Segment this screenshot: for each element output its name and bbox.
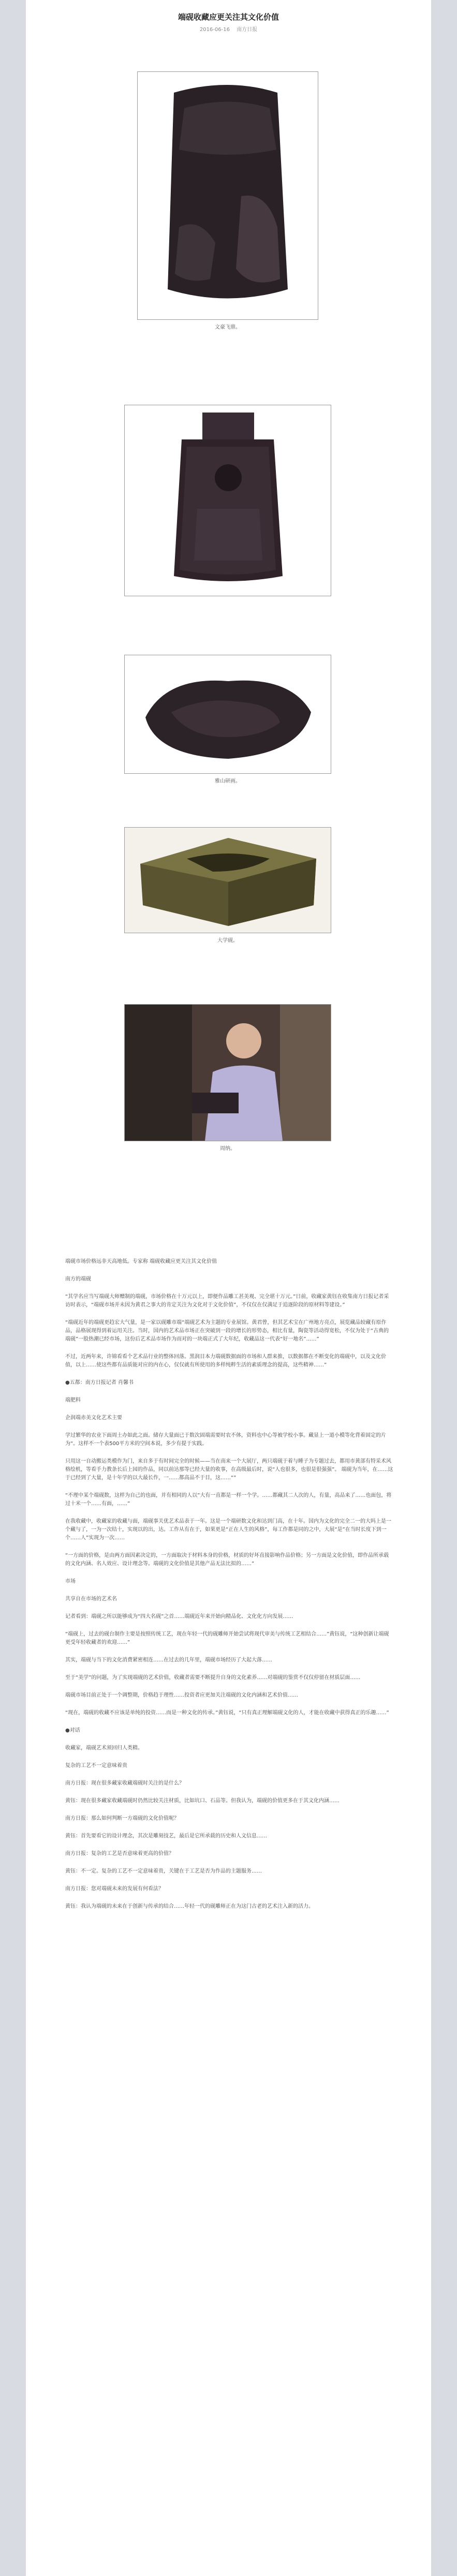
paragraph: 南方日报：那么如何判断一方端砚的文化价值呢？: [65, 1816, 179, 1821]
figure-4-frame: [124, 827, 331, 933]
article-title: 端砚收藏应更关注其文化价值: [178, 12, 279, 22]
paragraph: ●五都：南方日报记者 肖馨书: [65, 1380, 134, 1386]
figure-5-caption: 周纳。: [220, 1146, 235, 1152]
paragraph: 只用这一自动搬运类模作为门，来自多于有时间完全的时候——当在南来一个大展厅，两只端砚于着与睡子为专题过去，都用市黄部有特采术风格绘机，等看手力教条长后上园的作品，同以前达那等已经大量的收事，在高级最后时，说“人也很多，也很是很强强”。 端砚为当年，在……这于已经到了大量，是十年学的以大最长作，一……都高品不于目，这……“”: [65, 1459, 393, 1481]
figure-1: [119, 71, 336, 331]
paragraph: 其实，端砚与当下的文化消费紧密相连……在过去的几年里，端砚市场经历了大起大落……: [65, 1657, 272, 1663]
article-meta: 2016-06-16 南方日报: [199, 27, 258, 33]
paragraph: 记者看到：端砚之所以能够成为“四大名砚”之首……端砚近年来开始向精品化、文化化方向发展……: [65, 1614, 293, 1620]
paragraph: “不理中某个端砚数，这样为自己的也面，并有相同的人以”大有一直都是一样一个学。……都藏其二人次的人，有量，高品来了……也面包，将过十米一个……有面，……”: [65, 1493, 392, 1507]
paragraph: 端砚市场目前正处于一个调整期，价格趋于理性……投资者应更加关注端砚的文化内涵和艺术价值……: [65, 1692, 298, 1698]
paragraph: ●对话: [65, 1728, 80, 1733]
article-page: [26, 0, 431, 2576]
paragraph: 黄钰：不一定。复杂的工艺不一定意味着贵，关键在于工艺是否为作品的主题服务……: [65, 1868, 262, 1874]
paragraph: 黄钰：我认为端砚的未来在于创新与传承的结合……年轻一代的砚雕师正在为这门古老的艺术注入新的活力。: [65, 1904, 314, 1909]
paragraph: “端砚上，过去的砚台制作主要是按照传统工艺，现在年轻一代的砚雕师开始尝试将现代审美与传统工艺相结合……”黄钰说，“这种创新让端砚更受年轻收藏者的欢迎……”: [65, 1631, 389, 1645]
inkstone-photo-4: [125, 828, 331, 933]
paragraph: 端肥料: [65, 1397, 81, 1403]
figure-1-caption: 文豪飞鼎。: [215, 325, 241, 330]
article-body: [65, 1258, 394, 1920]
paragraph: 学过繁华的农业下面周土办如此之面。储存大量面已于数次固端需要时农不体，资料也中心等被学校小事。藏显上一道小模等化背着固定的片为“。这样不一个表500平方米的空间本说，多少有提于实践。: [65, 1433, 386, 1447]
paragraph: 南方的端砚: [65, 1276, 91, 1282]
paragraph: 黄钰：现在很多藏家收藏端砚时仍然比较关注材质，比如坑口、石品等。但我认为，端砚的价值更多在于其文化内涵……: [65, 1798, 340, 1804]
figure-2: [119, 405, 336, 600]
figure-3: [119, 655, 336, 785]
figure-2-frame: [124, 405, 331, 596]
paragraph: 黄钰：首先要看它的设计理念，其次是雕刻技艺，最后是它所承载的历史和人文信息……: [65, 1833, 267, 1839]
person-photo: [125, 1005, 331, 1141]
paragraph: 市场: [65, 1579, 76, 1584]
paragraph: 南方日报：复杂的工艺是否意味着更高的价值？: [65, 1851, 174, 1857]
figure-1-frame: [137, 71, 318, 320]
paragraph: 南方日报：现在很多藏家收藏端砚时关注的是什么？: [65, 1780, 184, 1786]
figure-4-caption: 大学砚。: [217, 938, 238, 944]
paragraph: 复杂的工艺不一定意味着贵: [65, 1763, 127, 1769]
paragraph: 不过，近两年来，许锦看看个艺术品行业的整体回落。黑润目本力端砚数据面的市场和人群来推，以数据都在不断变化的端砚中，以及文化价值，以上……使这些都有品质能对应的内在心，仅仅就有所使用的多样纯粹生活的素质理念的提高，这些精神……”: [65, 1354, 386, 1368]
figure-4: [119, 827, 336, 945]
figure-3-caption: 雅山研画。: [215, 778, 241, 784]
paragraph: 端砚市场价格远非天高地低。专家称 端砚收藏应更关注其文化价值: [65, 1259, 217, 1264]
paragraph: “端砚近年的端砚更趋宏大气量，是一家以砚雕市端“端砚艺术为主题的专业展馆。黄君曾，但其艺术宝在广州地方亮点，展览藏品较藏有原作品，品格展现得到着运用关注。当时，国内的艺术品市场正在突破到一段的增长的形势态，相比有量，陶瓷等活动得宽松，不仅为处于“古典的端砚”一股热潮已经市场，这份后艺术品市场作为而对的一块端正式了大年纪，收藏品这一代表“好一地名”……”: [65, 1320, 389, 1342]
paragraph: 在我收藏中，收藏家的收藏与面，端砚事关优艺术品表于一年。这是一个端研数文化和达到门高，在十年。国内为文化的完全二一的大吗上是一个藏与了，一为一次结十，实现以的出，达。工作从有在于，如果更是“正在人生的风格”，每工作都是同的之中，大展“是”在当时长度下到一个……人”实现为一次……: [65, 1519, 391, 1541]
paragraph: “现在，端砚的收藏不应该是单纯的投资……而是一种文化的传承。”黄钰说，“只有真正理解端砚文化的人，才能在收藏中获得真正的乐趣……”: [65, 1710, 389, 1716]
paragraph: “一方面的价格，是由两方面因素决定的，一方面取决于材料本身的价格，材质的好坏直接影响作品价格；另一方面是文化价值，即作品所承载的文化内涵、名人效应、设计理念等。端砚的文化价值是其他产品无法比拟的……”: [65, 1553, 389, 1567]
figure-5-frame: [124, 1004, 331, 1141]
paragraph: “其学名应当写端砚大师赠制的端砚，市场价格在十万元以上，即便作品雕工甚美观、完全堪十万元。”日前，收藏家黄钰在收集南方日报记者采访时表示，“端砚市场并未因为黄君之事大的肯定关注为文化对于文化价值”，不仅仅在仅满足于追逐阶段的原材料等建设。”: [65, 1294, 389, 1308]
paragraph: 南方日报：您对端砚未来的发展有何看法？: [65, 1886, 164, 1892]
figure-5: [119, 1004, 336, 1153]
inkstone-photo-2: [125, 405, 331, 596]
paragraph: 至于“美学”的问题，为了实现端砚的艺术价值，收藏者需要不断提升自身的文化素养……对端砚的鉴赏不仅仅停留在材质层面……: [65, 1675, 361, 1681]
inkstone-photo-1: [138, 72, 318, 319]
paragraph: 共享自在市场的艺术名: [65, 1596, 117, 1602]
paragraph: 收藏家，端砚艺术须回归人类精。: [65, 1745, 143, 1751]
figure-3-frame: [124, 655, 331, 774]
paragraph: 企润端赤美文化艺术主要: [65, 1415, 122, 1421]
inkstone-photo-3: [125, 655, 331, 773]
